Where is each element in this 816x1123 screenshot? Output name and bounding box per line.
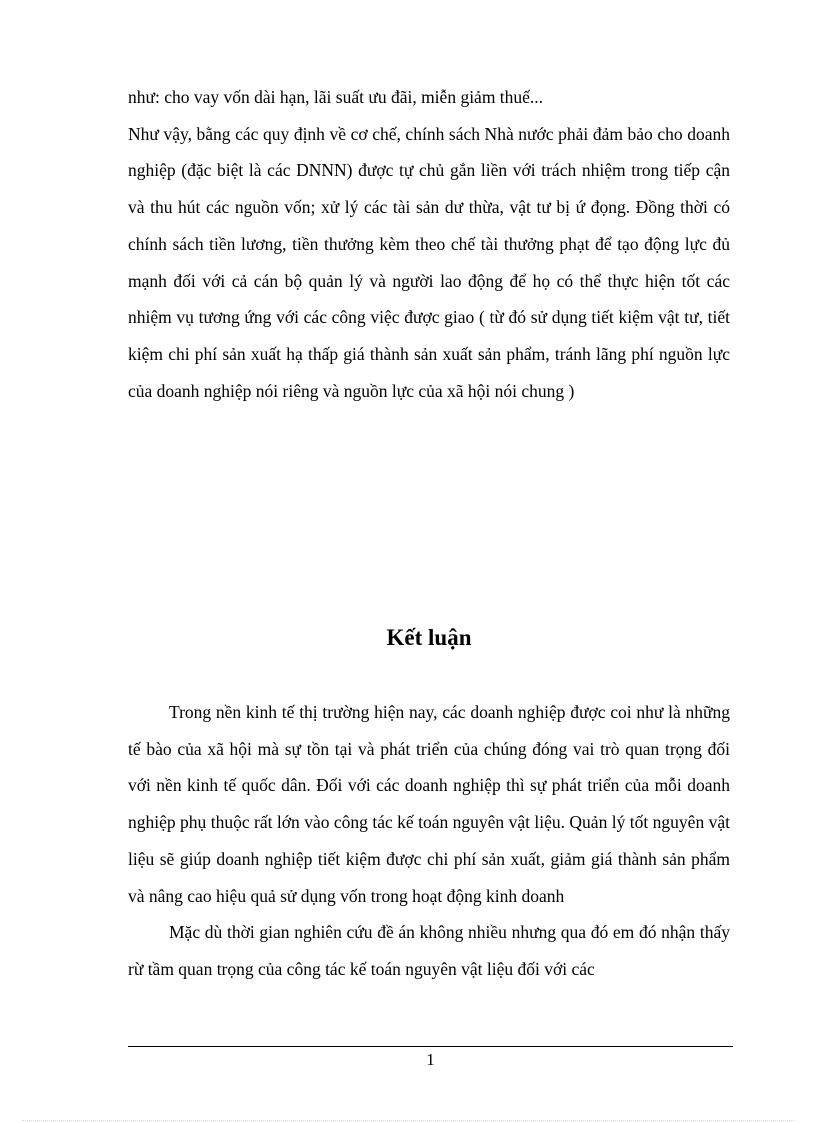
conclusion-text-block [128, 694, 730, 988]
page-edge-divider [22, 1120, 794, 1121]
section-heading: Kết luận [386, 625, 472, 650]
top-text-block [128, 79, 730, 409]
conclusion-paragraph-1: Trong nền kinh tế thị trường hiện nay, các doanh nghiệp được coi như là những tế bào của xã hội mà sự tồn tại và phát triển của chúng đóng vai trò quan trọng đối với nền kinh tế quốc dân. Đối với các doanh nghiệp thì sự phát triển của mỗi doanh nghiệp phụ thuộc rất lớn vào công tác kế toán nguyên vật liệu. Quản lý tốt nguyên vật liệu sẽ giúp doanh nghiệp tiết kiệm được chi phí sản xuất, giảm giá thành sản phẩm và nâng cao hiệu quả sử dụng vốn trong hoạt động kinh doanh [128, 702, 730, 906]
conclusion-paragraph-2: Mặc dù thời gian nghiên cứu đề án không nhiều nhưng qua đó em đó nhận thấy rừ tầm quan trọng của công tác kế toán nguyên vật liệu đối với các [128, 922, 730, 979]
body-paragraph: Như vậy, bằng các quy định về cơ chế, chính sách Nhà nước phải đảm bảo cho doanh nghiệp (đặc biệt là các DNNN) được tự chủ gắn liền với trách nhiệm trong tiếp cận và thu hút các nguồn vốn; xử lý các tài sản dư thừa, vật tư bị ứ đọng. Đồng thời có chính sách tiền lương, tiền thưởng kèm theo chế tài thưởng phạt để tạo động lực đủ mạnh đối với cả cán bộ quản lý và người lao động để họ có thể thực hiện tốt các nhiệm vụ tương ứng với các công việc được giao ( từ đó sử dụng tiết kiệm vật tư, tiết kiệm chi phí sản xuất hạ thấp giá thành sản xuất sản phẩm, tránh lãng phí nguồn lực của doanh nghiệp nói riêng và nguồn lực của xã hội nói chung ) [128, 123, 730, 401]
page-number: 1 [426, 1050, 435, 1069]
footer-divider [128, 1046, 733, 1047]
continuation-line: như: cho vay vốn dài hạn, lãi suất ưu đãi, miễn giảm thuế... [128, 87, 544, 107]
